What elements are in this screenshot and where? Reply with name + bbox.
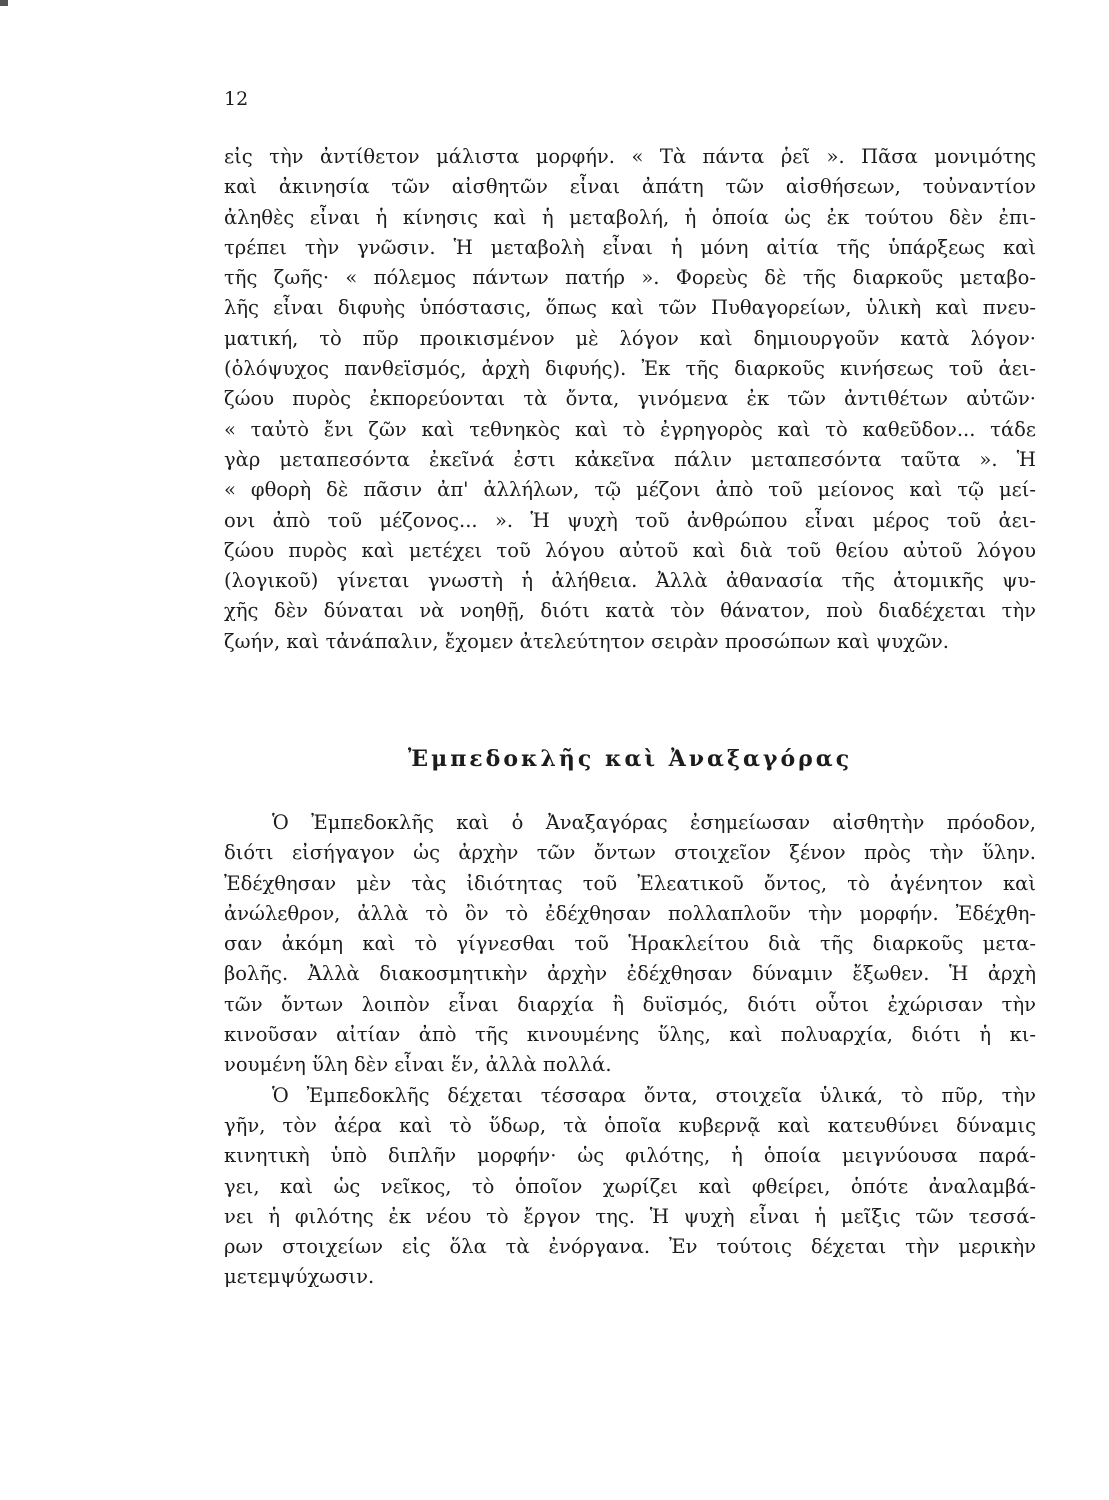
text-line: « ταὐτὸ ἔνι ζῶν καὶ τεθνηκὸς καὶ τὸ ἐγρηγορὸς καὶ τὸ καθεῦδον... τάδε [224, 417, 1036, 441]
text-line: « φθορὴ δὲ πᾶσιν ἀπ' ἀλλήλων, τῷ μέζονι ἀπὸ τοῦ μείονος καὶ τῷ μεί- [224, 478, 1036, 502]
text-line: εἰς τὴν ἀντίθετον μάλιστα μορφήν. « Τὰ πάντα ῥεῖ ». Πᾶσα μονιμότης [224, 145, 1036, 168]
page-number: 12 [224, 88, 249, 110]
text-line: νουμένη ὕλη δὲν εἶναι ἕν, ἀλλὰ πολλά. [224, 1053, 612, 1077]
text-line: γει, καὶ ὡς νεῖκος, τὸ ὁποῖον χωρίζει καὶ φθείρει, ὁπότε ἀναλαμβά- [224, 1174, 1036, 1198]
text-line: τρέπει τὴν γνῶσιν. Ἡ μεταβολὴ εἶναι ἡ μόνη αἰτία τῆς ὑπάρξεως καὶ [224, 235, 1036, 259]
text-line: γῆν, τὸν ἀέρα καὶ τὸ ὕδωρ, τὰ ὁποῖα κυβερνᾷ καὶ κατευθύνει δύναμις [224, 1113, 1036, 1137]
text-line: γὰρ μεταπεσόντα ἐκεῖνά ἐστι κἀκεῖνα πάλιν μεταπεσόντα ταῦτα ». Ἡ [224, 447, 1036, 471]
text-line: νει ἡ φιλότης ἐκ νέου τὸ ἔργον της. Ἡ ψυχὴ εἶναι ἡ μεῖξις τῶν τεσσά- [224, 1204, 1036, 1228]
text-line: Ἐδέχθησαν μὲν τὰς ἰδιότητας τοῦ Ἐλεατικοῦ ὄντος, τὸ ἀγένητον καὶ [224, 871, 1036, 895]
section-heading: Ἐμπεδοκλῆς καὶ Ἀναξαγόρας [407, 746, 853, 772]
text-line: λῆς εἶναι διφυὴς ὑπόστασις, ὅπως καὶ τῶν Πυθαγορείων, ὑλικὴ καὶ πνευ- [224, 296, 1036, 320]
paragraphs-empedocles-anaxagoras [224, 808, 1036, 1293]
text-line: βολῆς. Ἀλλὰ διακοσμητικὴν ἀρχὴν ἐδέχθησαν δύναμιν ἔξωθεν. Ἡ ἀρχὴ [224, 962, 1036, 986]
text-line: ονι ἀπὸ τοῦ μέζονος... ». Ἡ ψυχὴ τοῦ ἀνθρώπου εἶναι μέρος τοῦ ἀει- [224, 508, 1036, 532]
text-line: μετεμψύχωσιν. [224, 1265, 375, 1289]
paragraph-heraclitus [224, 142, 1036, 657]
text-line: ματική, τὸ πῦρ προικισμένον μὲ λόγον καὶ δημιουργοῦν κατὰ λόγον· [224, 326, 1036, 350]
text-line: (ὁλόψυχος πανθεϊσμός, ἀρχὴ διφυής). Ἐκ τῆς διαρκοῦς κινήσεως τοῦ ἀει- [224, 357, 1036, 381]
text-line: τῆς ζωῆς· « πόλεμος πάντων πατήρ ». Φορεὺς δὲ τῆς διαρκοῦς μεταβο- [224, 266, 1036, 290]
text-line: ζωήν, καὶ τἀνάπαλιν, ἔχομεν ἀτελεύτητον σειρὰν προσώπων καὶ ψυχῶν. [224, 629, 949, 653]
text-line: σαν ἀκόμη καὶ τὸ γίγνεσθαι τοῦ Ἡρακλείτου διὰ τῆς διαρκοῦς μετα- [224, 932, 1036, 956]
text-line: κινοῦσαν αἰτίαν ἀπὸ τῆς κινουμένης ὕλης, καὶ πολυαρχία, διότι ἡ κι- [224, 1023, 1036, 1047]
text-line: ζώου πυρὸς καὶ μετέχει τοῦ λόγου αὐτοῦ καὶ διὰ τοῦ θείου αὐτοῦ λόγου [224, 538, 1036, 562]
text-line: ζώου πυρὸς ἐκπορεύονται τὰ ὄντα, γινόμενα ἐκ τῶν ἀντιθέτων αὐτῶν· [224, 387, 1036, 411]
text-line: ρων στοιχείων εἰς ὅλα τὰ ἐνόργανα. Ἐν τούτοις δέχεται τὴν μερικὴν [224, 1235, 1036, 1259]
text-line: Ὁ Ἐμπεδοκλῆς δέχεται τέσσαρα ὄντα, στοιχεῖα ὑλικά, τὸ πῦρ, τὴν [272, 1083, 1036, 1107]
text-line: διότι εἰσήγαγον ὡς ἀρχὴν τῶν ὄντων στοιχεῖον ξένον πρὸς τὴν ὕλην. [224, 841, 1036, 865]
text-line: κινητικὴ ὑπὸ διπλῆν μορφήν· ὡς φιλότης, ἡ ὁποία μειγνύουσα παρά- [224, 1144, 1036, 1168]
text-line: τῶν ὄντων λοιπὸν εἶναι διαρχία ἢ δυϊσμός, διότι οὗτοι ἐχώρισαν τὴν [224, 992, 1036, 1016]
scan-corner-mark [0, 0, 8, 6]
text-line: Ὁ Ἐμπεδοκλῆς καὶ ὁ Ἀναξαγόρας ἐσημείωσαν αἰσθητὴν πρόοδον, [272, 811, 1036, 834]
text-line: καὶ ἀκινησία τῶν αἰσθητῶν εἶναι ἀπάτη τῶν αἰσθήσεων, τοὐναντίον [224, 175, 1036, 199]
text-line: (λογικοῦ) γίνεται γνωστὴ ἡ ἀλήθεια. Ἀλλὰ ἀθανασία τῆς ἀτομικῆς ψυ- [224, 569, 1036, 593]
text-line: ἀληθὲς εἶναι ἡ κίνησις καὶ ἡ μεταβολή, ἡ ὁποία ὡς ἐκ τούτου δὲν ἐπι- [224, 205, 1036, 229]
text-line: χῆς δὲν δύναται νὰ νοηθῇ, διότι κατὰ τὸν θάνατον, ποὺ διαδέχεται τὴν [224, 599, 1036, 623]
text-line: ἀνώλεθρον, ἀλλὰ τὸ ὂν τὸ ἐδέχθησαν πολλαπλοῦν τὴν μορφήν. Ἐδέχθη- [224, 901, 1036, 925]
